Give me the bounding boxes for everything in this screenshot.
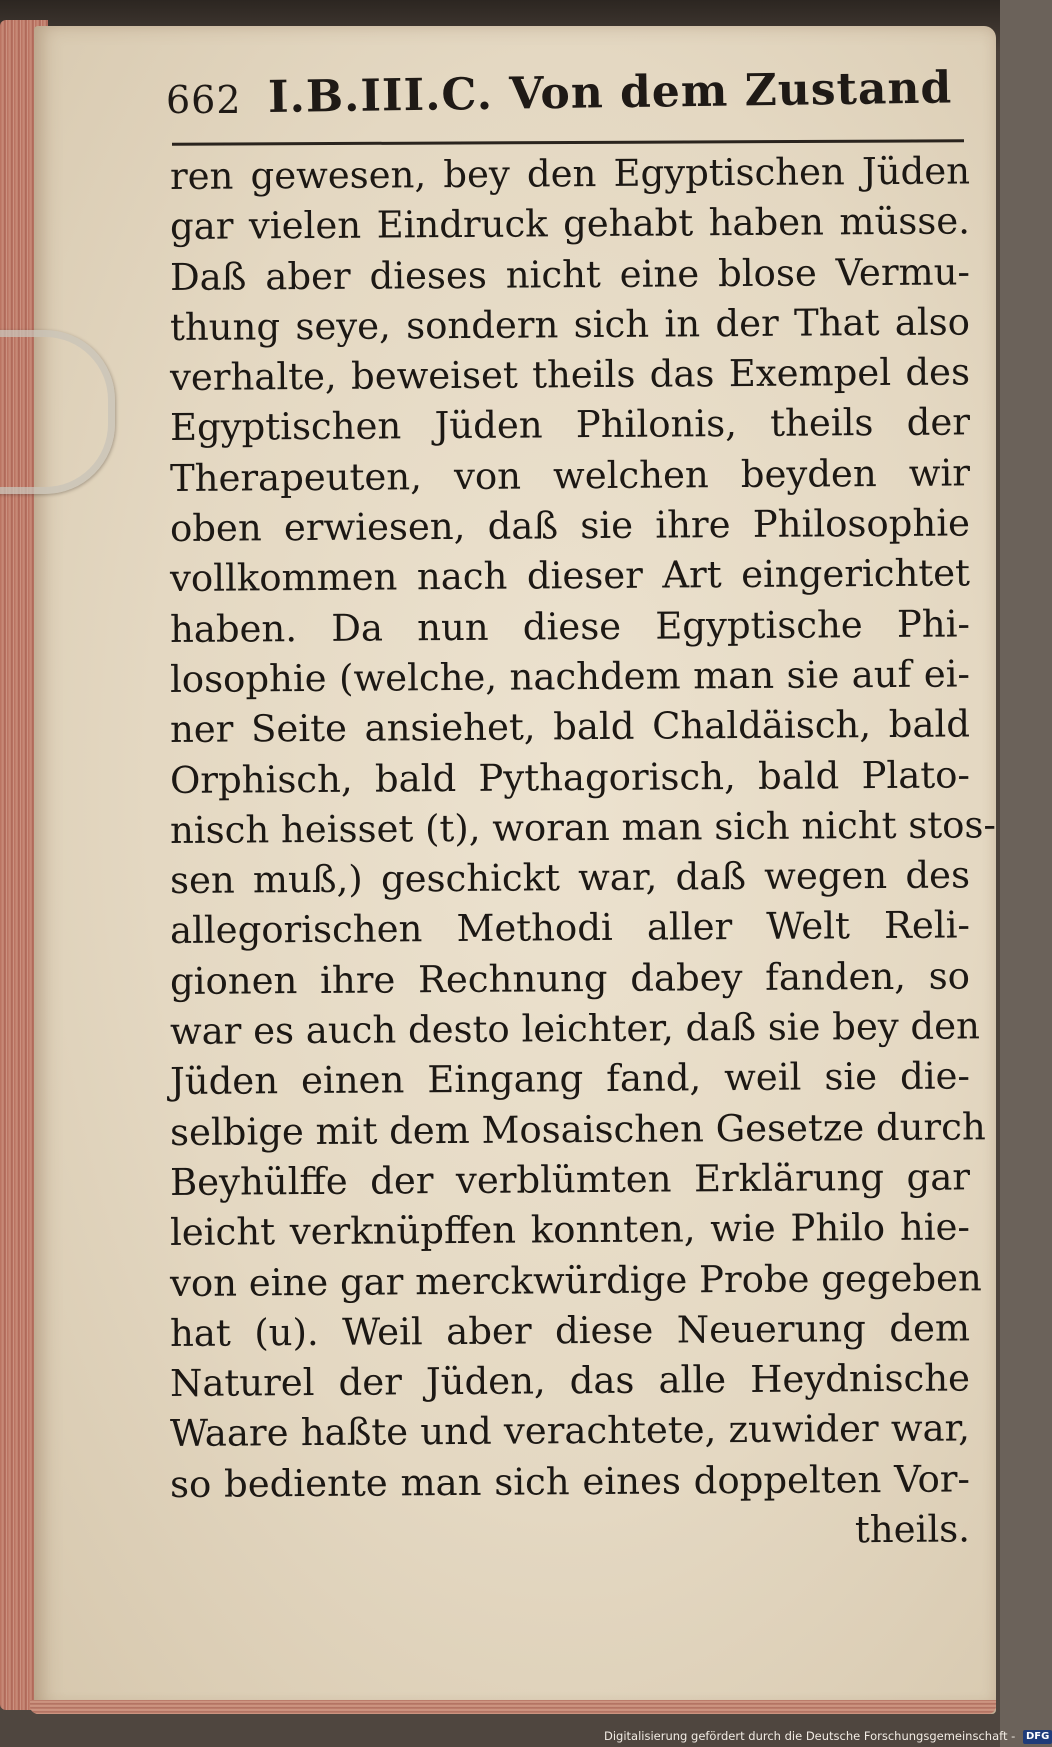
- text-line: Waare haßte und verachtete, zuwider war,: [169, 1406, 971, 1456]
- text-line: haben. Da nun diese Egyptische Phi-: [169, 602, 971, 651]
- page-bottom-edge: [30, 1700, 996, 1714]
- text-line: gar vielen Eindruck gehabt haben müsse.: [169, 199, 971, 249]
- text-line: leicht verknüpffen konnten, wie Philo hie-: [169, 1205, 971, 1255]
- text-line: Jüden einen Eingang fand, weil sie die-: [169, 1054, 971, 1104]
- text-line: Naturel der Jüden, das alle Heydnische: [169, 1356, 971, 1406]
- text-line: so bediente man sich eines doppelten Vor-: [169, 1457, 971, 1506]
- body-text: [169, 149, 997, 1560]
- text-line: von eine gar merckwürdige Probe gegeben: [169, 1255, 982, 1305]
- digitization-credit: [604, 1727, 1050, 1745]
- text-line: sen muß,) geschickt war, daß wegen des: [169, 853, 971, 903]
- text-line: gionen ihre Rechnung dabey fanden, so: [169, 954, 971, 1003]
- text-line: allegorischen Methodi aller Welt Reli-: [169, 903, 971, 953]
- text-line: Beyhülffe der verblümten Erklärung gar: [169, 1155, 971, 1204]
- text-line: Daß aber dieses nicht eine blose Vermu-: [169, 250, 971, 299]
- text-line: war es auch desto leichter, daß sie bey den: [169, 1004, 981, 1054]
- text-line: Egyptischen Jüden Philonis, theils der: [169, 400, 971, 450]
- credit-text: Digitalisierung gefördert durch die Deutsche Forschungsgemeinschaft -: [604, 1729, 1016, 1743]
- running-head: I.B.III.C. Von dem Zustand: [267, 62, 953, 123]
- text-line: hat (u). Weil aber diese Neuerung dem: [169, 1306, 971, 1355]
- text-line: nisch heisset (t), woran man sich nicht stos-: [169, 803, 997, 852]
- text-line: ren gewesen, bey den Egyptischen Jüden: [169, 149, 971, 198]
- text-line: losophie (welche, nachdem man sie auf ei-: [169, 652, 971, 701]
- page-header: [160, 62, 953, 132]
- text-line: Therapeuten, von welchen beyden wir: [169, 451, 971, 500]
- catchword: theils.: [854, 1507, 971, 1552]
- text-line: verhalte, beweiset theils das Exempel des: [169, 350, 971, 400]
- dfg-logo: DFG: [1023, 1730, 1052, 1744]
- text-line: oben erwiesen, daß sie ihre Philosophie: [169, 501, 971, 551]
- text-line: Orphisch, bald Pythagorisch, bald Plato-: [169, 752, 971, 802]
- text-line: thung seye, sondern sich in der That also: [169, 300, 971, 349]
- page-number: 662: [166, 78, 242, 122]
- text-line: selbige mit dem Mosaischen Gesetze durch: [169, 1104, 986, 1154]
- page-clip: [0, 330, 115, 494]
- text-line: vollkommen nach dieser Art eingerichtet: [169, 551, 971, 601]
- text-line: ner Seite ansiehet, bald Chaldäisch, bald: [169, 702, 971, 752]
